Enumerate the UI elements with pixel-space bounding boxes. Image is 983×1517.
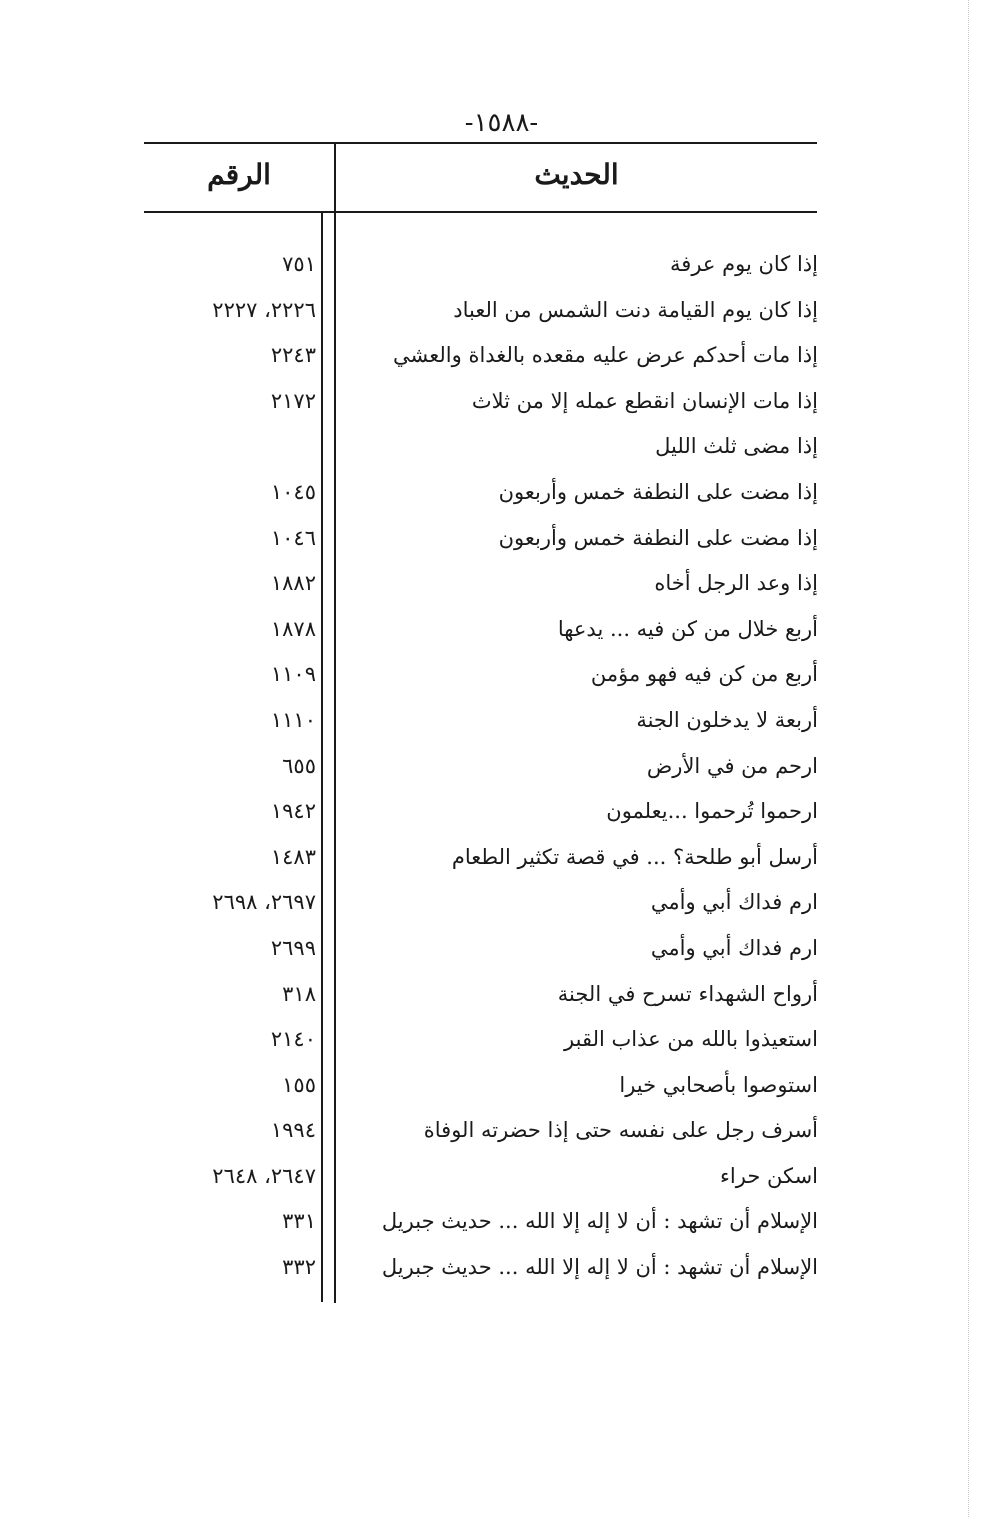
hadith-text: إذا مضت على النطفة خمس وأربعون (498, 479, 818, 504)
hadith-text: إذا مضت على النطفة خمس وأربعون (498, 525, 818, 550)
hadith-number: ٣٣١ (282, 1209, 316, 1234)
index-row (144, 424, 824, 470)
hadith-number: ١٠٤٦ (270, 525, 316, 550)
hadith-text: استوصوا بأصحابي خيرا (619, 1072, 818, 1097)
hadith-text: إذا كان يوم عرفة (670, 252, 818, 276)
hadith-text: ارم فداك أبي وأمي (650, 890, 818, 915)
hadith-text: ارحم من في الأرض (646, 753, 818, 778)
index-row (144, 744, 824, 790)
index-row (144, 698, 824, 744)
hadith-text: إذا وعد الرجل أخاه (654, 571, 818, 596)
index-row (144, 1063, 824, 1109)
page-edge-dots (968, 0, 969, 1517)
hadith-number: ٢١٤٠ (270, 1027, 316, 1052)
page-number-label: -١٥٨٨- (464, 108, 539, 138)
hadith-number: ١٥٥ (282, 1072, 316, 1097)
index-row (144, 470, 824, 516)
hadith-text: إذا كان يوم القيامة دنت الشمس من العباد (453, 297, 818, 322)
table-top-rule (144, 142, 817, 144)
hadith-number: ٢١٧٢ (270, 388, 316, 413)
index-row (144, 972, 824, 1018)
index-row (144, 880, 824, 926)
index-row (144, 242, 824, 288)
header-number: الرقم (207, 158, 271, 191)
hadith-text: أرسل أبو طلحة؟ ... في قصة تكثير الطعام (451, 844, 818, 869)
index-row (144, 789, 824, 835)
hadith-number: ١٩٤٢ (270, 799, 316, 824)
hadith-text: ارحموا تُرحموا ...يعلمون (606, 799, 818, 824)
hadith-number: ٢٢٤٣ (270, 343, 316, 368)
index-row (144, 1245, 824, 1291)
hadith-text: اسكن حراء (720, 1163, 818, 1188)
hadith-text: أربع خلال من كن فيه ... يدعها (557, 616, 818, 641)
index-row (144, 516, 824, 562)
index-row (144, 1108, 824, 1154)
hadith-number: ١٠٤٥ (270, 479, 316, 504)
hadith-number: ٢٦٤٧، ٢٦٤٨ (212, 1163, 316, 1188)
hadith-number: ٧٥١ (282, 252, 316, 276)
index-row (144, 607, 824, 653)
hadith-text: إذا مات الإنسان انقطع عمله إلا من ثلاث (471, 388, 818, 413)
hadith-number: ٦٥٥ (282, 753, 316, 778)
index-row (144, 926, 824, 972)
hadith-number: ١١٠٩ (270, 662, 316, 687)
index-row (144, 835, 824, 881)
hadith-number: ١١١٠ (270, 707, 316, 732)
hadith-number: ٢٢٢٦، ٢٢٢٧ (212, 297, 316, 322)
index-row (144, 379, 824, 425)
hadith-text: أربع من كن فيه فهو مؤمن (590, 662, 818, 687)
index-row (144, 561, 824, 607)
hadith-number: ٢٦٩٧، ٢٦٩٨ (212, 890, 316, 915)
hadith-number: ١٤٨٣ (270, 844, 316, 869)
hadith-text: أرواح الشهداء تسرح في الجنة (557, 981, 818, 1006)
hadith-text: استعيذوا بالله من عذاب القبر (564, 1027, 818, 1052)
hadith-number: ٣٣٢ (282, 1255, 316, 1280)
index-row (144, 333, 824, 379)
index-row (144, 288, 824, 334)
hadith-text: الإسلام أن تشهد : أن لا إله إلا الله ... حديث جبريل (381, 1255, 818, 1280)
hadith-text: ارم فداك أبي وأمي (650, 935, 818, 960)
index-table (144, 242, 824, 1291)
hadith-number: ٢٦٩٩ (270, 935, 316, 960)
hadith-number: ١٨٧٨ (270, 616, 316, 641)
hadith-text: إذا مضى ثلث الليل (655, 434, 818, 459)
hadith-number: ٣١٨ (282, 981, 316, 1006)
hadith-text: الإسلام أن تشهد : أن لا إله إلا الله ... حديث جبريل (381, 1209, 818, 1234)
hadith-text: أسرف رجل على نفسه حتى إذا حضرته الوفاة (423, 1118, 818, 1143)
index-row (144, 1199, 824, 1245)
index-row (144, 1017, 824, 1063)
hadith-text: إذا مات أحدكم عرض عليه مقعده بالغداة والعشي (393, 343, 818, 368)
hadith-text: أربعة لا يدخلون الجنة (636, 707, 818, 732)
hadith-number: ١٨٨٢ (270, 571, 316, 596)
index-row (144, 1154, 824, 1200)
header-hadith: الحديث (534, 158, 619, 191)
index-row (144, 652, 824, 698)
table-header-rule (144, 211, 817, 213)
hadith-number: ١٩٩٤ (270, 1118, 316, 1143)
page-number (0, 108, 983, 138)
